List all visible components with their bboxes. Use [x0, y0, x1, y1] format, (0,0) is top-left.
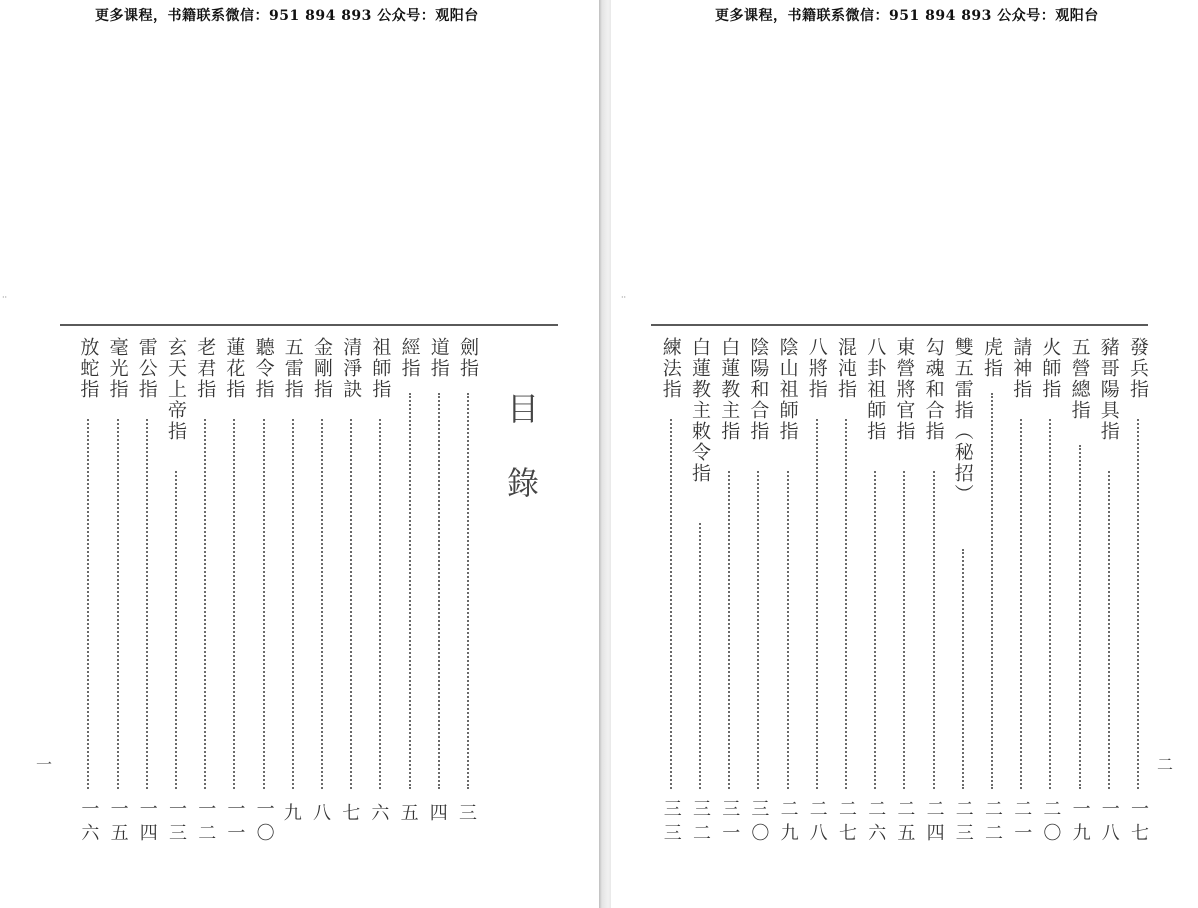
toc-entry-title: 毫光指: [106, 337, 129, 400]
page-number-text: 八: [313, 803, 331, 824]
toc-entry: [135, 337, 159, 847]
toc-entry-title: 劍指: [457, 337, 479, 379]
toc-page-number: [306, 802, 338, 826]
toc-entry: [427, 337, 451, 847]
toc-entry-title: 虎指: [981, 337, 1003, 379]
page-number-text: 七: [342, 803, 361, 824]
toc-page-number: 二七: [836, 799, 857, 847]
toc-entry: [776, 337, 800, 847]
toc-entry: [834, 337, 858, 847]
dot-leader: [438, 393, 440, 789]
dot-leader: [1108, 471, 1110, 789]
page-folio: 一: [36, 755, 53, 774]
toc-page-number: 一三: [166, 799, 187, 847]
toc-page-number: [335, 802, 367, 826]
toc-entry-title: 經指: [398, 337, 421, 379]
scan-speck: ··: [621, 293, 627, 302]
toc-entry: [222, 337, 246, 847]
toc-entry: [1009, 337, 1033, 847]
toc-page-number: 二二: [982, 799, 1003, 847]
dot-leader: [409, 393, 411, 789]
toc-entry: [746, 337, 770, 847]
toc-entry-title: 陰陽和合指: [747, 337, 770, 442]
dot-leader: [903, 471, 905, 789]
toc-page-number: 一六: [78, 799, 100, 847]
dot-leader: [321, 419, 323, 789]
book-gutter: [599, 0, 611, 908]
toc-entry: [951, 337, 975, 847]
toc-entry: [456, 337, 480, 847]
toc-entry-title: 雙五雷指（秘招）: [951, 337, 974, 505]
toc-page-number: 一一: [224, 799, 246, 847]
dot-leader: [146, 419, 148, 789]
toc-entry-title: 豬哥陽具指: [1097, 337, 1120, 442]
toc-page-number: 二六: [865, 799, 887, 847]
toc-entry-title: 道指: [427, 337, 450, 379]
toc-entry-title: 東營將官指: [893, 337, 916, 442]
toc-page-number: 三一: [719, 799, 741, 847]
toc-entry: [717, 337, 741, 847]
toc-entry-title: 蓮花指: [223, 337, 246, 400]
toc-entry: [688, 337, 712, 847]
toc-entry: [398, 337, 422, 847]
toc-page-number: 二〇: [1040, 799, 1062, 847]
dot-leader: [263, 419, 265, 789]
dot-leader: [1137, 419, 1139, 789]
toc-page-number: 二九: [777, 799, 799, 847]
dot-leader: [1049, 419, 1051, 789]
toc-page-number: 三二: [690, 799, 711, 847]
toc-page-number: 一七: [1128, 799, 1149, 847]
toc-entry-title: 練法指: [659, 337, 682, 400]
toc-entry: [863, 337, 887, 847]
toc-entry-title: 玄天上帝指: [165, 337, 187, 442]
toc-page-number: 二一: [1011, 799, 1033, 847]
toc-entry: [368, 337, 392, 847]
page-number-text: 三: [459, 803, 477, 824]
toc-entry-title: 五雷指: [281, 337, 304, 400]
dot-leader: [816, 419, 818, 789]
toc-entry: [922, 337, 946, 847]
page-header: 更多课程，书籍联系微信：951 894 893 公众号：观阳台: [95, 8, 479, 24]
page-number-text: 四: [429, 803, 448, 824]
dot-leader: [175, 471, 177, 789]
toc-page-number: 三三: [660, 799, 682, 847]
dot-leader: [933, 471, 935, 789]
toc-entry: [252, 337, 276, 847]
dot-leader: [845, 419, 847, 789]
toc-entry: [310, 337, 334, 847]
toc-entry-title: 請神指: [1010, 337, 1033, 400]
toc-entry-title: 老君指: [194, 337, 217, 400]
header-rule: [60, 324, 558, 326]
toc-entry: [1097, 337, 1121, 847]
toc-entry: [1068, 337, 1092, 847]
toc-page-number: 一〇: [253, 799, 275, 847]
toc-entry-title: 金剛指: [311, 337, 333, 400]
toc-entry-title: 放蛇指: [77, 337, 100, 400]
toc-entry-title: 八將指: [805, 337, 828, 400]
dot-leader: [670, 419, 672, 789]
toc-entry-title: 白蓮教主指: [718, 337, 741, 442]
dot-leader: [292, 419, 294, 789]
toc-entry: [1126, 337, 1150, 847]
toc-page-number: [452, 802, 484, 826]
dot-leader: [699, 523, 701, 789]
dot-leader: [757, 471, 759, 789]
toc-page-number: 二五: [894, 799, 916, 847]
toc-page-number: [277, 802, 309, 826]
toc-entry-title: 清淨訣: [340, 337, 363, 400]
page-number-text: 九: [283, 803, 302, 824]
toc-entry-title: 雷公指: [135, 337, 158, 400]
dot-leader: [787, 471, 789, 789]
toc-entry-title: 發兵指: [1127, 337, 1149, 400]
toc-entry-title: 混沌指: [835, 337, 857, 400]
dot-leader: [874, 471, 876, 789]
toc-page-number: 二三: [952, 799, 974, 847]
toc-entry: [76, 337, 100, 847]
toc-entry: [805, 337, 829, 847]
toc-entry: [980, 337, 1004, 847]
toc-entry: [193, 337, 217, 847]
dot-leader: [467, 393, 469, 789]
page-folio: 二: [1157, 755, 1174, 774]
toc-page-number: [364, 802, 396, 826]
toc-entry-title: 祖師指: [369, 337, 392, 400]
toc-entry-title: 五營總指: [1068, 337, 1091, 421]
header-rule: [651, 324, 1148, 326]
dot-leader: [117, 419, 119, 789]
toc-page-number: 一九: [1069, 799, 1091, 847]
dot-leader: [204, 419, 206, 789]
dot-leader: [728, 471, 730, 789]
page-number-text: 六: [371, 803, 390, 824]
toc-page-number: [423, 802, 455, 826]
dot-leader: [1079, 445, 1081, 789]
toc-title-char-1: 目: [506, 390, 539, 428]
toc-page-number: 一四: [136, 799, 158, 847]
toc-page-number: 一八: [1098, 799, 1120, 847]
toc-entry-title: 白蓮教主敕令指: [689, 337, 711, 484]
toc-entry-title: 陰山祖師指: [776, 337, 799, 442]
toc-entry: [892, 337, 916, 847]
toc-page-number: 三〇: [748, 799, 770, 847]
toc-entry: [281, 337, 305, 847]
dot-leader: [1020, 419, 1022, 789]
dot-leader: [962, 549, 964, 789]
dot-leader: [379, 419, 381, 789]
page-header: 更多课程，书籍联系微信：951 894 893 公众号：观阳台: [715, 8, 1099, 24]
dot-leader: [87, 419, 89, 789]
dot-leader: [991, 393, 993, 789]
toc-entry: [106, 337, 130, 847]
dot-leader: [350, 419, 352, 789]
right-page: [611, 0, 1198, 908]
toc-title-char-2: 錄: [506, 464, 539, 502]
toc-entry: [659, 337, 683, 847]
toc-entry: [164, 337, 188, 847]
scan-speck: ··: [2, 293, 8, 302]
page-number-text: 五: [400, 803, 419, 824]
toc-page-number: [394, 802, 426, 826]
toc-entry-title: 八卦祖師指: [864, 337, 887, 442]
toc-page-number: 二四: [923, 799, 945, 847]
toc-entry-title: 勾魂和合指: [922, 337, 945, 442]
toc-entry-title: 聽令指: [252, 337, 275, 400]
toc-page-number: 一五: [107, 799, 129, 847]
toc-entry: [339, 337, 363, 847]
toc-title: [503, 390, 543, 502]
toc-entry-title: 火師指: [1039, 337, 1062, 400]
dot-leader: [233, 419, 235, 789]
toc-entry: [1038, 337, 1062, 847]
toc-page-number: 二八: [806, 799, 828, 847]
toc-page-number: 一二: [195, 799, 217, 847]
